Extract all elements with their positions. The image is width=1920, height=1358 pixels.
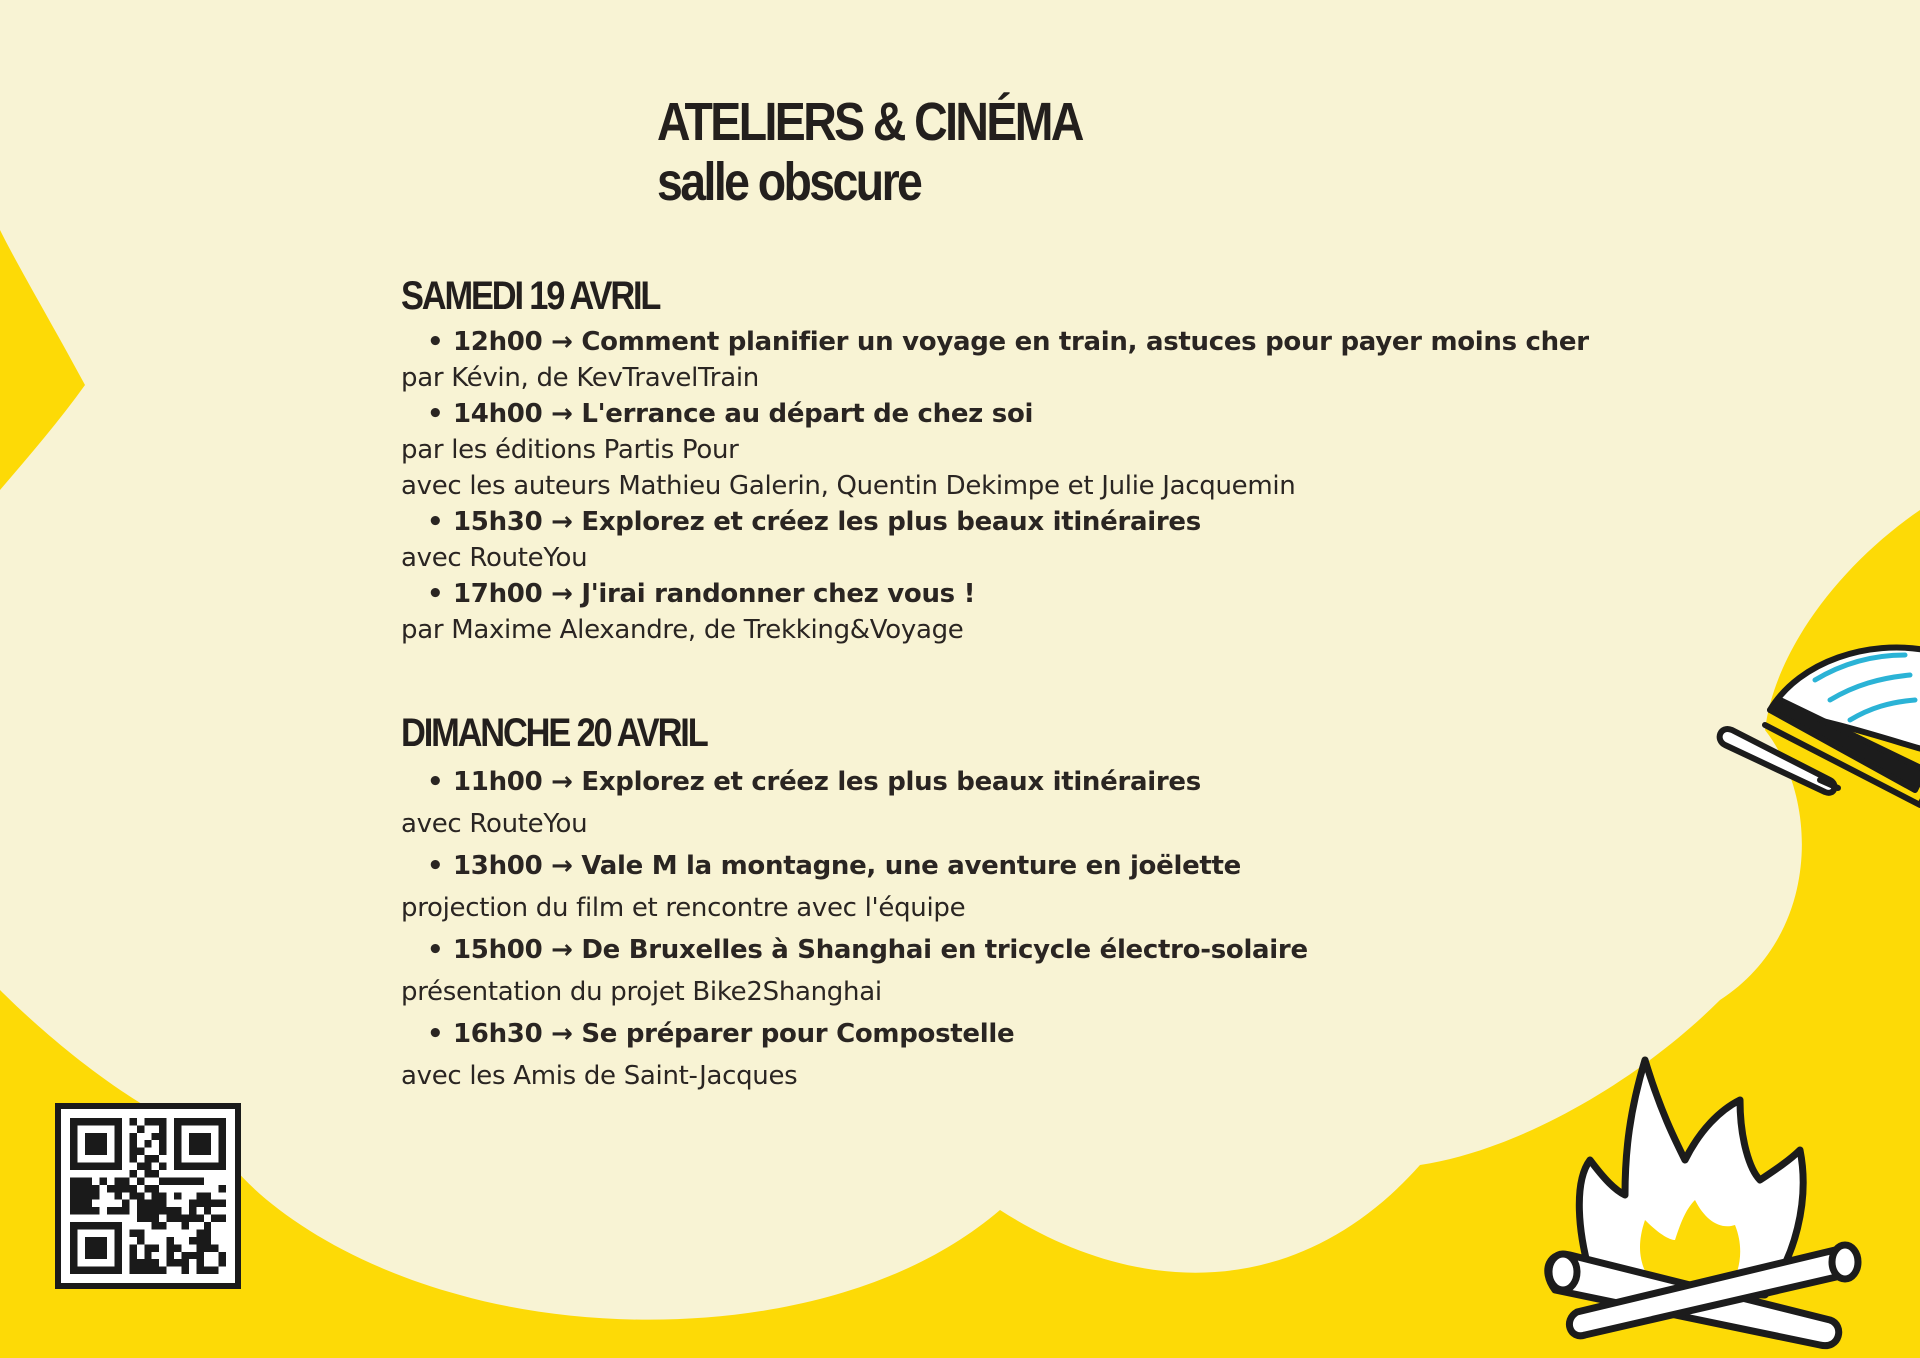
notebook-pen-icon [1710, 630, 1920, 820]
event-title: • 14h00 → L'errance au départ de chez soi [401, 396, 1601, 432]
event-item [401, 761, 1601, 845]
event-title: • 15h00 → De Bruxelles à Shanghai en tricycle électro-solaire [401, 929, 1601, 971]
event-item [401, 1013, 1601, 1097]
event-detail: par les éditions Partis Pour [401, 435, 739, 465]
event-item [401, 396, 1601, 504]
day-section-saturday [401, 272, 1601, 648]
event-item [401, 845, 1601, 929]
event-detail: avec les Amis de Saint-Jacques [401, 1061, 798, 1091]
event-title: • 17h00 → J'irai randonner chez vous ! [401, 576, 1601, 612]
event-title: • 15h30 → Explorez et créez les plus beaux itinéraires [401, 504, 1601, 540]
event-detail: présentation du projet Bike2Shanghai [401, 977, 882, 1007]
day-title: SAMEDI 19 AVRIL [401, 274, 660, 318]
event-item [401, 504, 1601, 576]
event-detail: par Maxime Alexandre, de Trekking&Voyage [401, 615, 964, 645]
event-title: • 13h00 → Vale M la montagne, une aventure en joëlette [401, 845, 1601, 887]
event-detail: avec RouteYou [401, 809, 588, 839]
event-item [401, 324, 1601, 396]
event-title: • 11h00 → Explorez et créez les plus beaux itinéraires [401, 761, 1601, 803]
event-detail: avec les auteurs Mathieu Galerin, Quentin Dekimpe et Julie Jacquemin [401, 471, 1296, 501]
day-section-sunday [401, 709, 1601, 1097]
day-title: DIMANCHE 20 AVRIL [401, 711, 707, 755]
event-item [401, 929, 1601, 1013]
event-detail: projection du film et rencontre avec l'équipe [401, 893, 966, 923]
heading-line-1: ATELIERS & CINÉMA [657, 92, 1082, 152]
event-detail: par Kévin, de KevTravelTrain [401, 363, 759, 393]
event-title: • 12h00 → Comment planifier un voyage en train, astuces pour payer moins cher [401, 324, 1601, 360]
event-title: • 16h30 → Se préparer pour Compostelle [401, 1013, 1601, 1055]
page-heading [657, 92, 1082, 212]
event-detail: avec RouteYou [401, 543, 588, 573]
qr-code-icon[interactable] [55, 1103, 241, 1289]
campfire-icon [1535, 1050, 1875, 1350]
event-item [401, 576, 1601, 648]
heading-line-2: salle obscure [657, 152, 921, 212]
